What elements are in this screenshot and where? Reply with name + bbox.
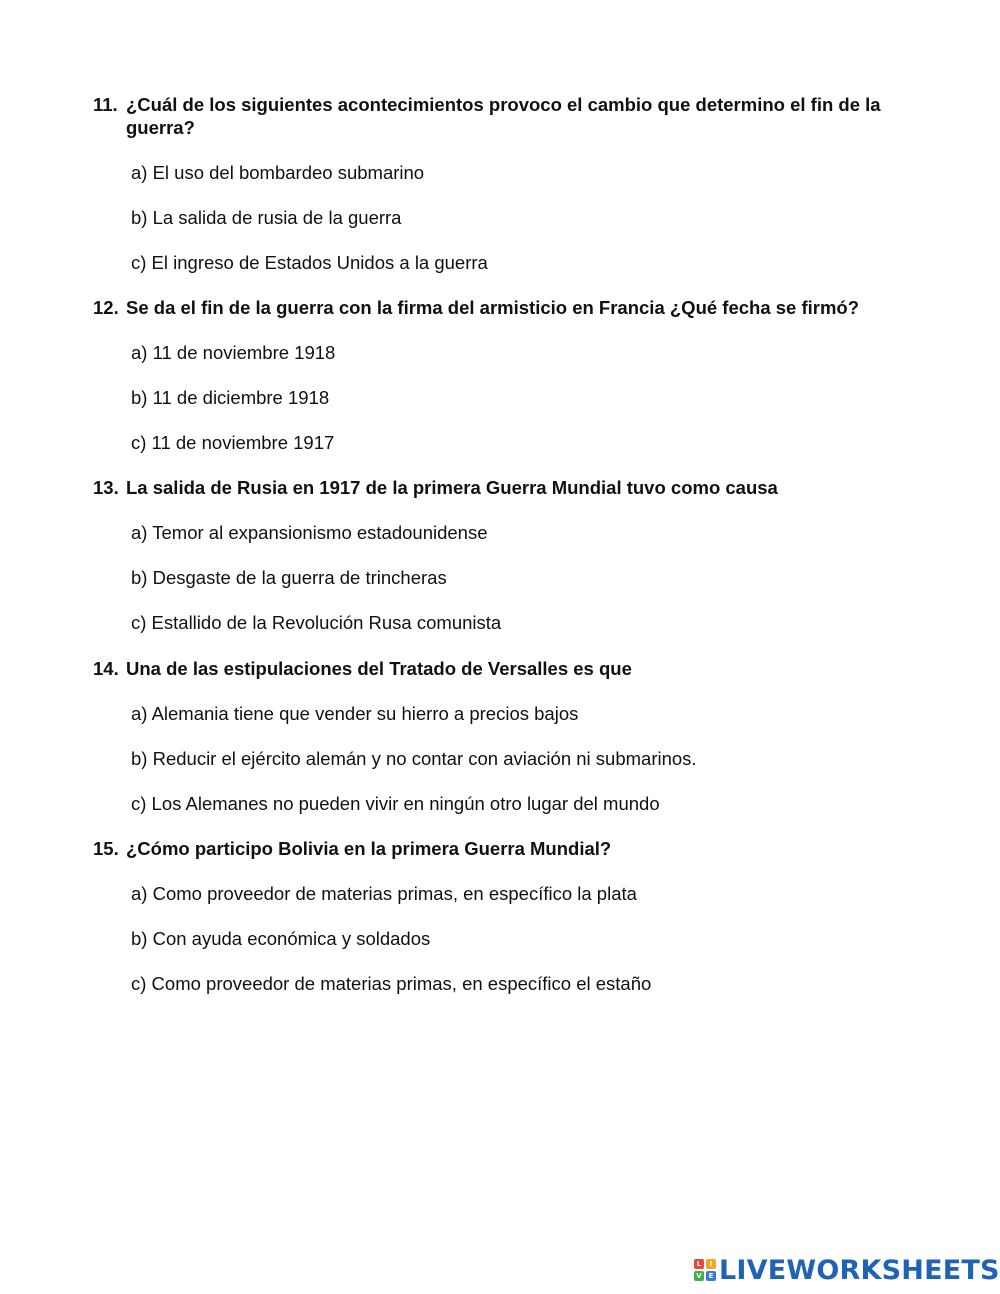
logo-tiles-icon bbox=[694, 1259, 716, 1281]
option-b[interactable]: b) Con ayuda económica y soldados bbox=[131, 928, 431, 949]
option-c[interactable]: c) Los Alemanes no pueden vivir en ningún otro lugar del mundo bbox=[131, 793, 660, 814]
question-text: ¿Cuál de los siguientes acontecimientos provoco el cambio que determino el fin de la guerra? bbox=[126, 94, 881, 138]
option-b[interactable]: b) La salida de rusia de la guerra bbox=[131, 207, 402, 228]
question-text: ¿Cómo participo Bolivia en la primera Guerra Mundial? bbox=[126, 838, 612, 859]
option-c[interactable]: c) Como proveedor de materias primas, en específico el estaño bbox=[131, 973, 652, 994]
option-c[interactable]: c) Estallido de la Revolución Rusa comunista bbox=[131, 612, 502, 633]
question-number: 11. bbox=[93, 94, 118, 115]
option-c[interactable]: c) El ingreso de Estados Unidos a la guerra bbox=[131, 252, 488, 273]
question-15 bbox=[93, 837, 913, 994]
logo-tile: I bbox=[706, 1259, 716, 1269]
question-13 bbox=[93, 476, 913, 633]
option-b[interactable]: b) Reducir el ejército alemán y no contar con aviación ni submarinos. bbox=[131, 748, 697, 769]
question-title bbox=[93, 296, 913, 319]
option-b[interactable]: b) Desgaste de la guerra de trincheras bbox=[131, 567, 447, 588]
question-title bbox=[93, 657, 913, 680]
question-title bbox=[93, 93, 913, 139]
option-a[interactable]: a) El uso del bombardeo submarino bbox=[131, 162, 425, 183]
question-number: 13. bbox=[93, 477, 119, 498]
liveworksheets-logo bbox=[694, 1255, 1000, 1285]
option-a[interactable]: a) Como proveedor de materias primas, en específico la plata bbox=[131, 883, 637, 904]
question-number: 14. bbox=[93, 658, 119, 679]
logo-tile: L bbox=[694, 1259, 704, 1269]
question-12 bbox=[93, 296, 913, 453]
option-a[interactable]: a) Temor al expansionismo estadounidense bbox=[131, 522, 488, 543]
question-text: Se da el fin de la guerra con la firma del armisticio en Francia ¿Qué fecha se firmó? bbox=[126, 297, 860, 318]
option-a[interactable]: a) 11 de noviembre 1918 bbox=[131, 342, 336, 363]
question-11 bbox=[93, 93, 913, 273]
logo-text: LIVEWORKSHEETS bbox=[719, 1254, 1000, 1286]
question-number: 12. bbox=[93, 297, 119, 318]
question-text: Una de las estipulaciones del Tratado de Versalles es que bbox=[126, 658, 632, 679]
question-title bbox=[93, 476, 913, 499]
question-text: La salida de Rusia en 1917 de la primera Guerra Mundial tuvo como causa bbox=[126, 477, 778, 498]
question-title bbox=[93, 837, 913, 860]
option-c[interactable]: c) 11 de noviembre 1917 bbox=[131, 432, 335, 453]
logo-tile: E bbox=[706, 1271, 716, 1281]
question-14 bbox=[93, 657, 913, 814]
logo-tile: V bbox=[694, 1271, 704, 1281]
option-b[interactable]: b) 11 de diciembre 1918 bbox=[131, 387, 330, 408]
question-number: 15. bbox=[93, 838, 119, 859]
option-a[interactable]: a) Alemania tiene que vender su hierro a precios bajos bbox=[131, 703, 579, 724]
